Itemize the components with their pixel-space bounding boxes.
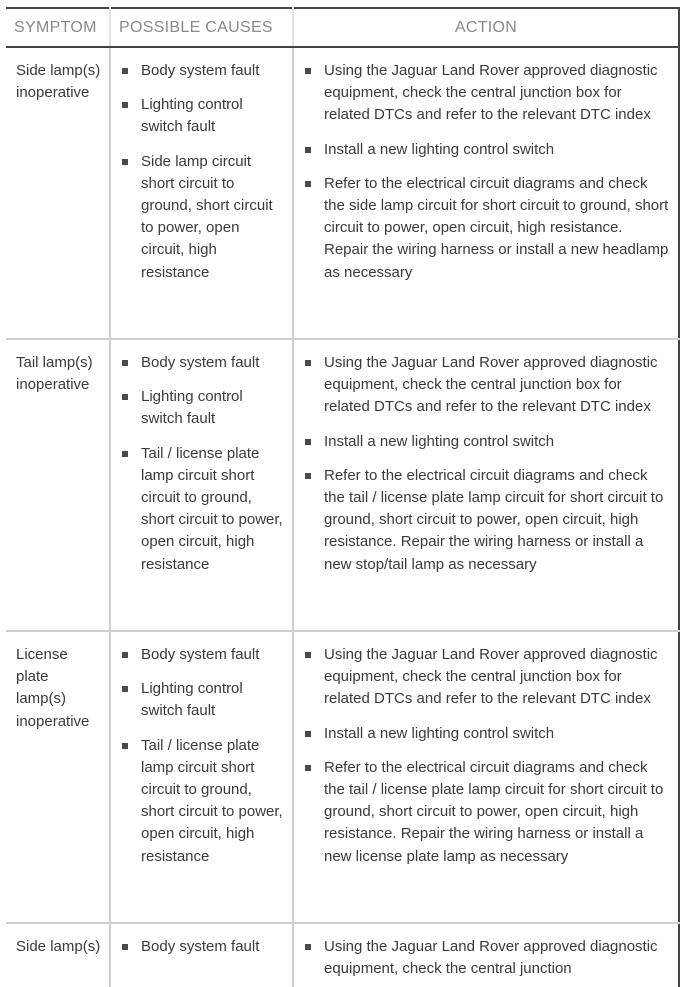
cause-text: Tail / license plate lamp circuit short circuit to ground, short circuit to power, open circuit, high resistance xyxy=(141,444,283,573)
causes-list xyxy=(119,936,284,958)
action-text: Refer to the electrical circuit diagrams and check the side lamp circuit for short circuit to ground, short circuit to power, open circuit, high resistance. Repair the wiring harness or install a new headlamp as necessary xyxy=(324,174,669,281)
bullet-square-icon xyxy=(305,731,311,737)
bullet-square-icon xyxy=(122,451,128,457)
action-cell xyxy=(293,339,679,631)
cause-text: Body system fault xyxy=(141,62,260,79)
symptom-cell: Tail lamp(s) inoperative xyxy=(6,339,110,631)
list-item xyxy=(119,386,284,430)
bullet-square-icon xyxy=(305,439,311,445)
symptom-cell: Side lamp(s) xyxy=(6,923,110,987)
list-item xyxy=(302,173,670,284)
bullet-square-icon xyxy=(305,944,311,950)
table-row xyxy=(6,47,679,339)
list-item xyxy=(302,723,670,745)
action-text: Install a new lighting control switch xyxy=(324,432,555,450)
bullet-square-icon xyxy=(122,360,128,366)
action-text: Using the Jaguar Land Rover approved diagnostic equipment, check the central junction box for related DTCs and refer to the relevant DTC index xyxy=(324,354,658,416)
action-text: Using the Jaguar Land Rover approved diagnostic equipment, check the central junction xyxy=(324,938,658,978)
list-item xyxy=(119,151,284,284)
list-item xyxy=(119,60,284,82)
cause-text: Body system fault xyxy=(141,938,260,955)
cause-text: Lighting control switch fault xyxy=(141,388,243,428)
action-text: Install a new lighting control switch xyxy=(324,724,555,742)
bullet-square-icon xyxy=(305,473,311,479)
bullet-square-icon xyxy=(305,147,311,153)
action-text: Install a new lighting control switch xyxy=(324,140,555,158)
list-item xyxy=(302,431,670,453)
list-item xyxy=(119,94,284,138)
symptom-cell: License plate lamp(s) inoperative xyxy=(6,631,110,923)
actions-list xyxy=(302,644,670,868)
cause-text: Body system fault xyxy=(141,354,260,371)
causes-list xyxy=(119,60,284,284)
action-text: Refer to the electrical circuit diagrams and check the tail / license plate lamp circuit for short circuit to ground, short circuit to power, open circuit, high resistance. Repair the wiring harness or install a new license plate lamp as necessary xyxy=(324,758,664,865)
causes-list xyxy=(119,644,284,868)
action-cell xyxy=(293,631,679,923)
bullet-square-icon xyxy=(305,68,311,74)
symptom-cell: Side lamp(s) inoperative xyxy=(6,47,110,339)
bullet-square-icon xyxy=(122,68,128,74)
cause-text: Lighting control switch fault xyxy=(141,680,243,720)
list-item xyxy=(302,644,670,711)
table-row xyxy=(6,923,679,987)
bullet-square-icon xyxy=(122,652,128,658)
bullet-square-icon xyxy=(122,944,128,950)
action-text: Using the Jaguar Land Rover approved diagnostic equipment, check the central junction box for related DTCs and refer to the relevant DTC index xyxy=(324,646,658,708)
cause-text: Lighting control switch fault xyxy=(141,96,243,136)
action-text: Using the Jaguar Land Rover approved diagnostic equipment, check the central junction box for related DTCs and refer to the relevant DTC index xyxy=(324,62,658,124)
list-item xyxy=(302,465,670,576)
bullet-square-icon xyxy=(305,652,311,658)
bullet-square-icon xyxy=(122,686,128,692)
list-item xyxy=(119,735,284,868)
list-item xyxy=(302,60,670,127)
bullet-square-icon xyxy=(122,102,128,108)
causes-cell xyxy=(110,339,293,631)
bullet-square-icon xyxy=(122,159,128,165)
list-item xyxy=(302,757,670,868)
causes-cell xyxy=(110,47,293,339)
header-row xyxy=(6,8,679,47)
list-item xyxy=(119,352,284,374)
list-item xyxy=(302,352,670,419)
cause-text: Tail / license plate lamp circuit short circuit to ground, short circuit to power, open circuit, high resistance xyxy=(141,736,283,865)
bullet-square-icon xyxy=(305,765,311,771)
cause-text: Body system fault xyxy=(141,646,260,663)
bullet-square-icon xyxy=(305,360,311,366)
header-symptom: SYMPTOM xyxy=(6,8,110,47)
table-row xyxy=(6,339,679,631)
actions-list xyxy=(302,60,670,284)
diagnosis-table xyxy=(6,7,680,987)
causes-list xyxy=(119,352,284,576)
action-cell xyxy=(293,47,679,339)
cause-text: Side lamp circuit short circuit to ground, short circuit to power, open circuit, high resistance xyxy=(141,152,273,281)
list-item xyxy=(302,139,670,161)
list-item xyxy=(119,936,284,958)
causes-cell xyxy=(110,631,293,923)
bullet-square-icon xyxy=(305,181,311,187)
action-cell xyxy=(293,923,679,987)
bullet-square-icon xyxy=(122,394,128,400)
header-action: ACTION xyxy=(293,8,679,47)
bullet-square-icon xyxy=(122,743,128,749)
list-item xyxy=(119,644,284,666)
actions-list xyxy=(302,936,670,980)
list-item xyxy=(119,443,284,576)
list-item xyxy=(119,678,284,722)
action-text: Refer to the electrical circuit diagrams and check the tail / license plate lamp circuit for short circuit to ground, short circuit to power, open circuit, high resistance. Repair the wiring harness or install a new stop/tail lamp as necessary xyxy=(324,466,664,573)
causes-cell xyxy=(110,923,293,987)
list-item xyxy=(302,936,670,980)
actions-list xyxy=(302,352,670,576)
table-row xyxy=(6,631,679,923)
header-possible-causes: POSSIBLE CAUSES xyxy=(110,8,293,47)
